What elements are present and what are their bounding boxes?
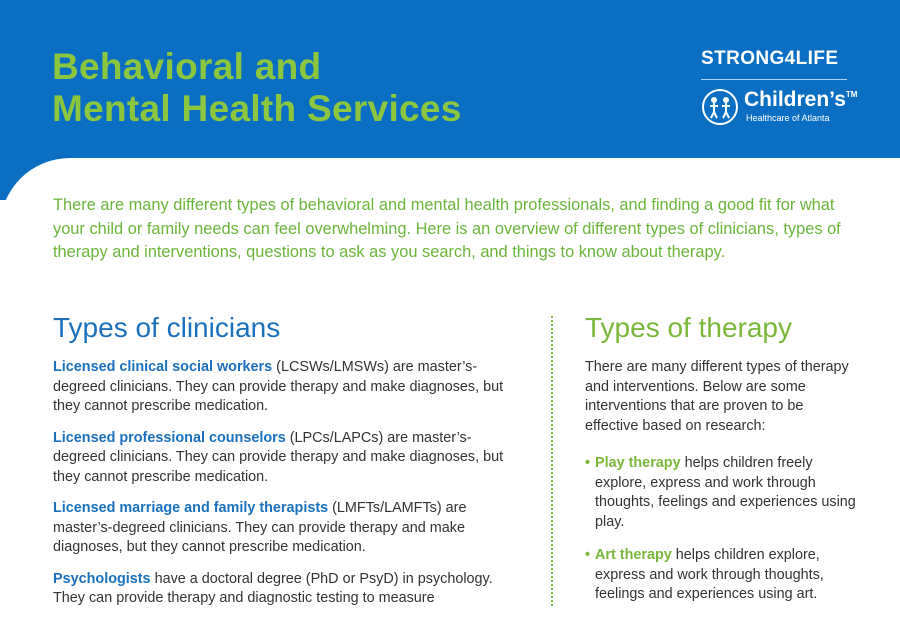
clinician-item: Licensed clinical social workers (LCSWs/LMSWs) are master’s-degreed clinicians. They can provide therapy and make diagnoses, but they cannot prescribe medication. — [53, 359, 504, 414]
childrens-figures-icon — [701, 88, 739, 126]
clinician-item: Psychologists have a doctoral degree (PhD or PsyD) in psychology. They can provide therapy and diagnostic testing to measure — [53, 570, 493, 606]
therapy-list-item: • Play therapy helps children freely explore, express and work through thoughts, feelings and experiences using play. — [585, 455, 856, 530]
childrens-logo-subtext: Healthcare of Atlanta — [746, 113, 830, 123]
therapy-intro: There are many different types of therapy and interventions. Below are some interventions that are proven to be effective based on research: — [585, 359, 849, 434]
trademark-mark: TM — [845, 90, 858, 99]
bullet-icon: • — [585, 455, 591, 471]
clinician-term: Licensed clinical social workers — [53, 359, 273, 375]
therapy-term: Play therapy — [595, 455, 681, 471]
bullet-icon: • — [585, 547, 591, 563]
clinician-item: Licensed professional counselors (LPCs/LAPCs) are master’s-degreed clinicians. They can provide therapy and make diagnoses, but they cannot prescribe medication. — [53, 429, 504, 485]
clinician-term: Licensed marriage and family therapists — [53, 500, 329, 516]
column-divider — [551, 316, 553, 606]
clinicians-heading: Types of clinicians — [53, 312, 281, 343]
therapy-column — [585, 312, 860, 619]
therapy-list-item: • Art therapy helps children explore, express and work through thoughts, feelings and experiences using art. — [585, 547, 824, 602]
header-banner — [0, 0, 900, 200]
page-title-line-1: Behavioral and — [52, 46, 322, 87]
clinician-item: Licensed marriage and family therapists (LMFTs/LAMFTs) are master’s-degreed clinicians. They can provide therapy and make diagnoses, but they cannot prescribe medication. — [53, 500, 467, 555]
brand-divider — [701, 79, 847, 80]
intro-paragraph: There are many different types of behavioral and mental health professionals, and finding a good fit for what your child or family needs can feel overwhelming. Here is an overview of different types of clinicians, types of therapy and interventions, questions to ask as you search, and things to know about therapy. — [53, 196, 841, 261]
clinician-term: Psychologists — [53, 570, 151, 587]
clinician-term: Licensed professional counselors — [53, 429, 286, 446]
childrens-logo-text: Children’s™ — [744, 88, 858, 111]
clinicians-column — [53, 312, 518, 621]
therapy-term: Art therapy — [595, 547, 672, 563]
strong4life-logo-text: STRONG4LIFE — [701, 48, 839, 69]
therapy-heading: Types of therapy — [585, 312, 793, 343]
page-title-line-2: Mental Health Services — [52, 88, 462, 129]
